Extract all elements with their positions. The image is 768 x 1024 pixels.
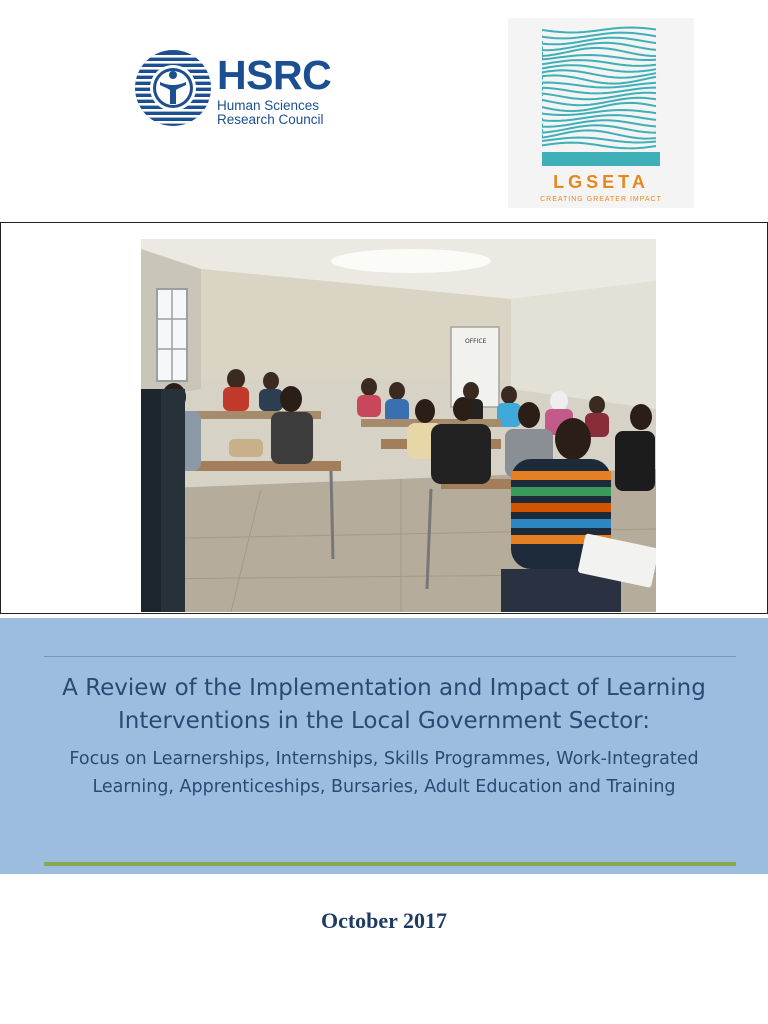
title-band [0, 618, 768, 874]
report-subtitle [20, 745, 748, 801]
hsrc-acronym: HSRC [217, 52, 332, 98]
top-divider [44, 656, 736, 657]
hsrc-name-line2: Research Council [217, 112, 324, 127]
lgseta-logo [508, 18, 694, 208]
report-title [20, 672, 748, 738]
lgseta-wave-line [542, 33, 656, 39]
report-subtitle-line2: Learning, Apprenticeships, Bursaries, Adult Education and Training [92, 777, 676, 797]
lgseta-wave-line [542, 28, 656, 33]
hsrc-full-name [217, 99, 347, 127]
lgseta-tagline: CREATING GREATER IMPACT [540, 196, 662, 203]
lgseta-waves-icon [542, 24, 660, 166]
hsrc-seal-icon [133, 48, 213, 128]
report-title-line2: Interventions in the Local Government Sector: [118, 708, 650, 734]
classroom-photo-illustration [141, 239, 656, 612]
bottom-divider [44, 862, 736, 866]
report-title-line1: A Review of the Implementation and Impact of Learning [62, 675, 706, 701]
lgseta-name: LGSETA [553, 172, 649, 192]
lgseta-wave-line [542, 55, 656, 60]
door-sign: OFFICE [465, 338, 487, 345]
hsrc-logo [131, 44, 346, 130]
classroom-photo [141, 239, 656, 612]
hsrc-name-line1: Human Sciences [217, 98, 320, 113]
photo-frame [0, 222, 768, 614]
publication-date: October 2017 [320, 908, 448, 933]
report-subtitle-line1: Focus on Learnerships, Internships, Skills Programmes, Work-Integrated [69, 749, 699, 769]
